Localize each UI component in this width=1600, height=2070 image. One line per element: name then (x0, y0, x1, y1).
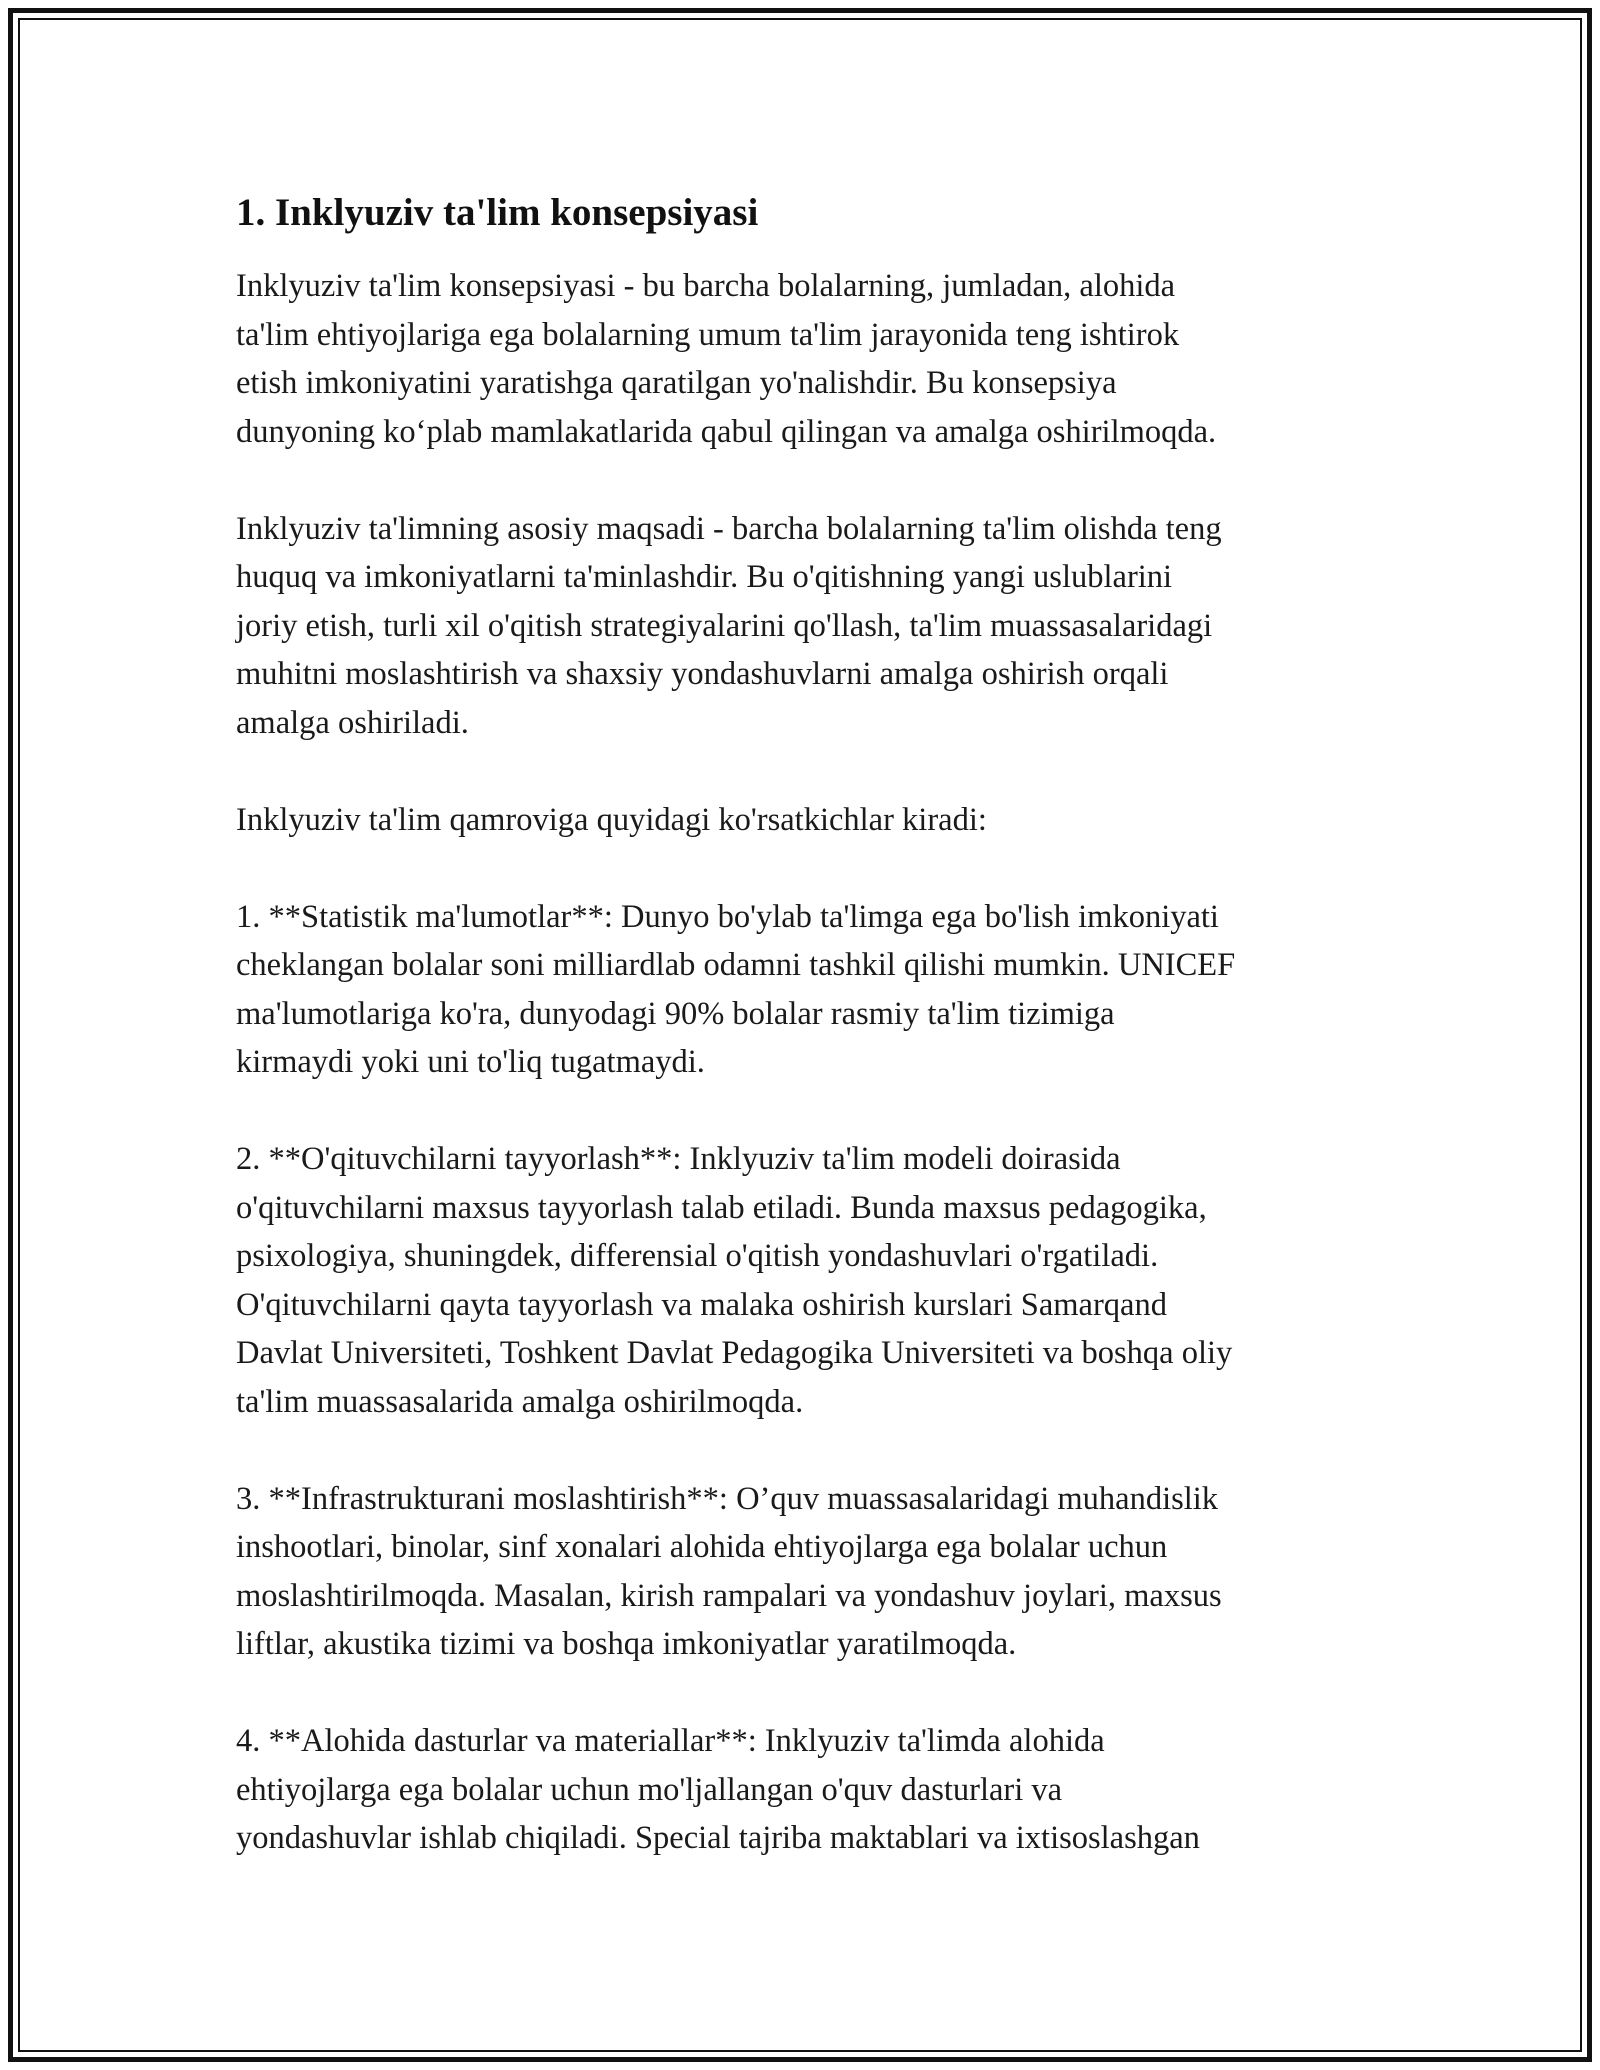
document-body (236, 186, 1386, 1911)
list-item-programs: 4. **Alohida dasturlar va materiallar**: Inklyuziv ta'limda alohida ehtiyojlarga ega bolalar uchun mo'ljallangan o'quv dasturlari va yondashuvlar ishlab chiqiladi. Special tajriba maktablari va ixtisoslashgan (236, 1723, 1200, 1856)
section-title: 1. Inklyuziv ta'lim konsepsiyasi (236, 191, 759, 234)
paragraph-intro: Inklyuziv ta'lim konsepsiyasi - bu barcha bolalarning, jumladan, alohida ta'lim ehtiyojlariga ega bolalarning umum ta'lim jarayonida teng ishtirok etish imkoniyatini yaratishga qaratilgan yo'nalishdir. Bu konsepsiya dunyoning ko‘plab mamlakatlarida qabul qilingan va amalga oshirilmoqda. (236, 268, 1217, 450)
list-item-infrastructure: 3. **Infrastrukturani moslashtirish**: O’quv muassasalaridagi muhandislik inshootlari, binolar, sinf xonalari alohida ehtiyojlarga ega bolalar uchun moslashtirilmoqda. Masalan, kirish rampalari va yondashuv joylari, maxsus liftlar, akustika tizimi va boshqa imkoniyatlar yaratilmoqda. (236, 1480, 1222, 1662)
list-item-statistics: 1. **Statistik ma'lumotlar**: Dunyo bo'ylab ta'limga ega bo'lish imkoniyati cheklangan bolalar soni milliardlab odamni tashkil qilishi mumkin. UNICEF ma'lumotlariga ko'ra, dunyodagi 90% bolalar rasmiy ta'lim tizimiga kirmaydi yoki uni to'liq tugatmaydi. (236, 898, 1236, 1080)
paragraph-goal: Inklyuziv ta'limning asosiy maqsadi - barcha bolalarning ta'lim olishda teng huquq va imkoniyatlarni ta'minlashdir. Bu o'qitishning yangi uslublarini joriy etish, turli xil o'qitish strategiyalarini qo'llash, ta'lim muassasalaridagi muhitni moslashtirish va shaxsiy yondashuvlarni amalga oshirish orqali amalga oshiriladi. (236, 510, 1222, 741)
list-item-teacher-training: 2. **O'qituvchilarni tayyorlash**: Inklyuziv ta'lim modeli doirasida o'qituvchilarni maxsus tayyorlash talab etiladi. Bunda maxsus pedagogika, psixologiya, shuningdek, differensial o'qitish yondashuvlari o'rgatiladi. O'qituvchilarni qayta tayyorlash va malaka oshirish kurslari Samarqand Davlat Universiteti, Toshkent Davlat Pedagogika Universiteti va boshqa oliy ta'lim muassasalarida amalga oshirilmoqda. (236, 1141, 1233, 1420)
paragraph-scope-lead: Inklyuziv ta'lim qamroviga quyidagi ko'rsatkichlar kiradi: (236, 801, 987, 838)
